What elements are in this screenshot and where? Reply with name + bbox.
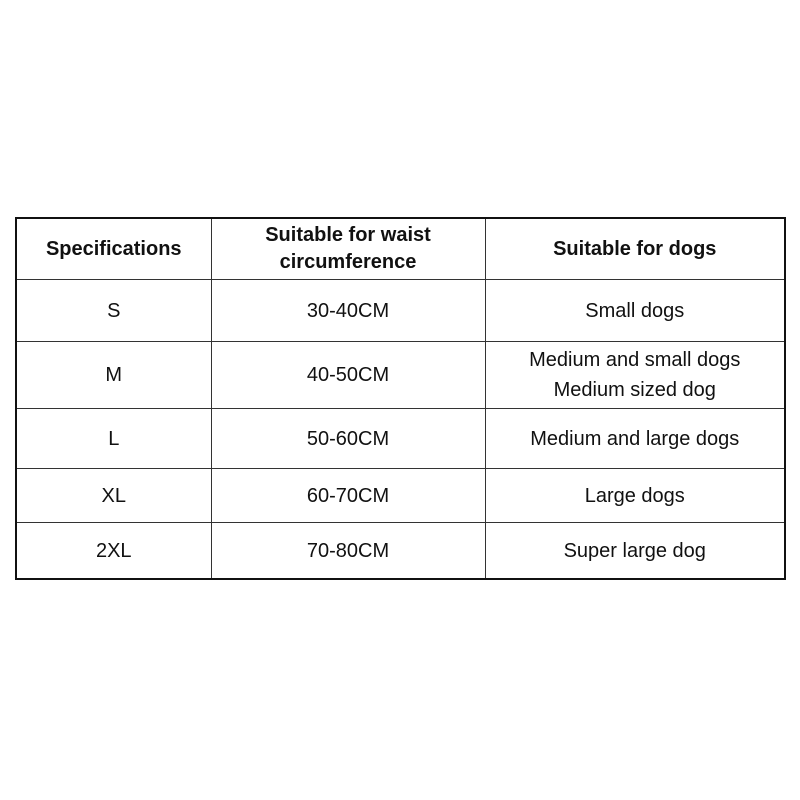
size-cell: 2XL	[16, 523, 211, 580]
size-cell: S	[16, 280, 211, 342]
header-suitable-dogs: Suitable for dogs	[485, 218, 785, 280]
header-row	[16, 218, 785, 280]
dogs-cell	[485, 342, 785, 409]
waist-cell: 40-50CM	[211, 342, 485, 409]
size-chart-table	[15, 217, 786, 580]
waist-cell: 30-40CM	[211, 280, 485, 342]
dogs-line: Super large dog	[563, 539, 706, 562]
waist-cell: 50-60CM	[211, 409, 485, 469]
dogs-cell	[485, 280, 785, 342]
header-waist-line-2: circumference	[279, 251, 417, 273]
dogs-line: Large dogs	[584, 484, 685, 507]
waist-cell: 70-80CM	[211, 523, 485, 580]
dogs-cell	[485, 523, 785, 580]
dogs-line: Small dogs	[585, 299, 685, 322]
size-cell: XL	[16, 469, 211, 523]
table-row	[16, 523, 785, 580]
table-row	[16, 342, 785, 409]
dogs-line: Medium and small dogs	[529, 349, 741, 371]
size-cell: M	[16, 342, 211, 409]
dogs-cell	[485, 469, 785, 523]
header-specifications: Specifications	[16, 218, 211, 280]
table-row	[16, 409, 785, 469]
dogs-line: Medium sized dog	[553, 379, 716, 401]
size-cell: L	[16, 409, 211, 469]
table-row	[16, 469, 785, 523]
table-row	[16, 280, 785, 342]
dogs-cell	[485, 409, 785, 469]
dogs-line: Medium and large dogs	[530, 427, 740, 450]
header-waist-circumference	[211, 218, 485, 280]
header-waist-line-1: Suitable for waist	[265, 224, 431, 246]
waist-cell: 60-70CM	[211, 469, 485, 523]
